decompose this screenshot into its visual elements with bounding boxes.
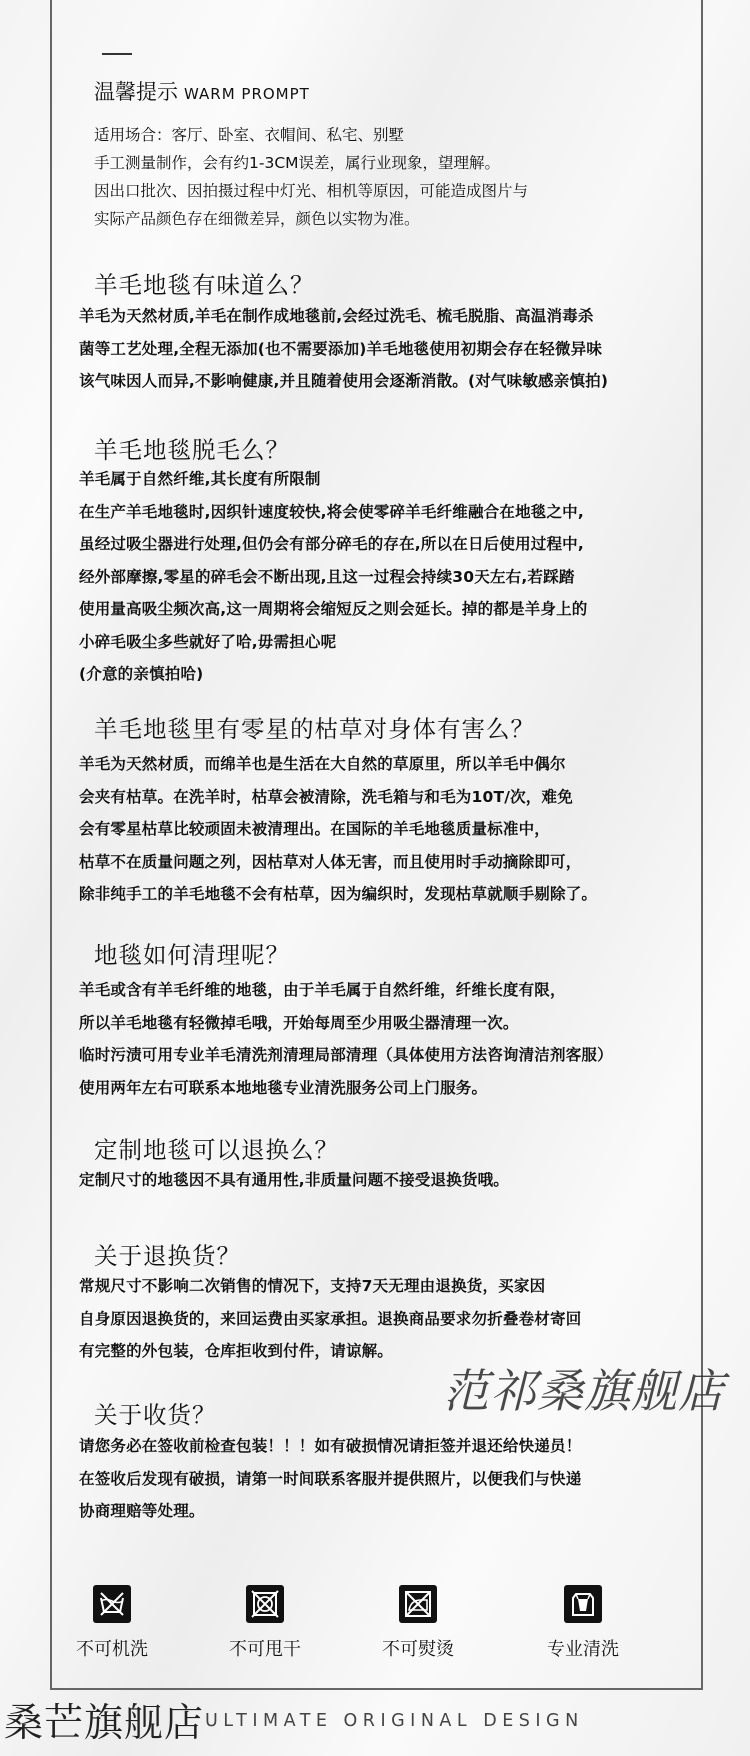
section-body-shedding bbox=[79, 463, 588, 691]
body-line: 除非纯手工的羊毛地毯不会有枯草，因为编织时，发现枯草就顺手剔除了。 bbox=[79, 885, 598, 903]
body-line: 菌等工艺处理,全程无添加(也不需要添加)羊毛地毯使用初期会存在轻微异味 bbox=[79, 339, 603, 358]
section-body-cleaning bbox=[79, 974, 613, 1104]
warm-prompt-title bbox=[94, 76, 310, 106]
body-line: 常规尺寸不影响二次销售的情况下，支持7天无理由退换货，买家因 bbox=[79, 1277, 546, 1295]
section-body-receiving bbox=[79, 1430, 581, 1528]
no-tumble-dry-icon bbox=[246, 1585, 284, 1623]
section-body-custom-return bbox=[79, 1164, 509, 1197]
body-line: 羊毛属于自然纤维,其长度有所限制 bbox=[79, 470, 321, 488]
body-line: 请您务必在签收前检查包装！！！如有破损情况请拒签并退还给快递员！ bbox=[79, 1437, 582, 1455]
section-body-smell bbox=[79, 300, 608, 398]
body-line: 定制尺寸的地毯因不具有通用性,非质量问题不接受退换货哦。 bbox=[79, 1171, 509, 1189]
body-line: 会夹有枯草。在洗羊时，枯草会被清除，洗毛箱与和毛为10T/次，难免 bbox=[79, 787, 573, 806]
body-line: 所以羊毛地毯有轻微掉毛哦，开始每周至少用吸尘器清理一次。 bbox=[79, 1013, 519, 1032]
body-line: 协商理赔等处理。 bbox=[79, 1502, 205, 1520]
body-line: 虽经过吸尘器进行处理,但仍会有部分碎毛的存在,所以在日后使用过程中, bbox=[79, 535, 584, 553]
section-heading-receiving: 关于收货？ bbox=[94, 1401, 217, 1429]
care-label: 不可甩干 bbox=[229, 1639, 301, 1660]
body-line: 在生产羊毛地毯时,因织针速度较快,将会使零碎羊毛纤维融合在地毯之中, bbox=[79, 502, 584, 521]
warm-prompt-title-cn: 温馨提示 bbox=[94, 80, 178, 104]
body-line: 自身原因退换货的，来回运费由买家承担。退换商品要求勿折叠卷材寄回 bbox=[79, 1309, 582, 1328]
section-body-returns bbox=[79, 1270, 581, 1368]
care-item bbox=[57, 1585, 167, 1661]
care-item bbox=[528, 1585, 638, 1661]
warm-prompt-notes bbox=[94, 121, 528, 233]
section-body-grass bbox=[79, 748, 597, 911]
care-item bbox=[363, 1585, 473, 1661]
body-line: 羊毛为天然材质,羊毛在制作成地毯前,会经过洗毛、梳毛脱脂、高温消毒杀 bbox=[79, 307, 594, 325]
section-heading-smell: 羊毛地毯有味道么？ bbox=[94, 271, 315, 299]
section-heading-grass: 羊毛地毯里有零星的枯草对身体有害么？ bbox=[94, 715, 535, 743]
section-heading-shedding: 羊毛地毯脱毛么？ bbox=[94, 436, 290, 464]
body-line: 枯草不在质量问题之列，因枯草对人体无害，而且使用时手动摘除即可， bbox=[79, 852, 582, 871]
care-label: 专业清洗 bbox=[547, 1639, 619, 1660]
body-line: 有完整的外包装，仓库拒收到付件，请谅解。 bbox=[79, 1342, 394, 1360]
body-line: 小碎毛吸尘多些就好了哈,毋需担心呢 bbox=[79, 632, 337, 651]
body-line: 使用量高吸尘频次高,这一周期将会缩短反之则会延长。掉的都是羊身上的 bbox=[79, 600, 588, 618]
body-line: 经外部摩擦,零星的碎毛会不断出现,且这一过程会持续30天左右,若踩踏 bbox=[79, 567, 575, 586]
care-item bbox=[210, 1585, 320, 1661]
body-line: 临时污渍可用专业羊毛清洗剂清理局部清理（具体使用方法咨询清洁剂客服） bbox=[79, 1046, 613, 1064]
professional-clean-icon bbox=[564, 1585, 602, 1623]
body-line: 羊毛或含有羊毛纤维的地毯，由于羊毛属于自然纤维，纤维长度有限， bbox=[79, 981, 566, 999]
care-icons-row bbox=[76, 1585, 680, 1660]
body-line: 在签收后发现有破损，请第一时间联系客服并提供照片，以便我们与快递 bbox=[79, 1469, 582, 1488]
note-line: 因出口批次、因拍摄过程中灯光、相机等原因，可能造成图片与 bbox=[94, 182, 529, 200]
body-line: 该气味因人而异,不影响健康,并且随着使用会逐渐消散。(对气味敏感亲慎拍) bbox=[79, 372, 609, 390]
warm-prompt-title-en: WARM PROMPT bbox=[184, 85, 310, 103]
shop-watermark: 范祁桑旗舰店 bbox=[443, 1364, 725, 1418]
care-label: 不可熨烫 bbox=[382, 1639, 454, 1660]
note-line: 实际产品颜色存在细微差异，颜色以实物为准。 bbox=[94, 210, 420, 228]
section-heading-custom-return: 定制地毯可以退换么？ bbox=[94, 1136, 339, 1164]
note-line: 手工测量制作，会有约1-3CM误差，属行业现象，望理解。 bbox=[94, 154, 501, 172]
care-label: 不可机洗 bbox=[76, 1639, 148, 1660]
body-line: (介意的亲慎拍哈) bbox=[79, 665, 204, 683]
section-heading-cleaning: 地毯如何清理呢？ bbox=[94, 941, 290, 969]
body-line: 会有零星枯草比较顽固未被清理出。在国际的羊毛地毯质量标准中， bbox=[79, 820, 551, 838]
note-line: 适用场合：客厅、卧室、衣帽间、私宅、别墅 bbox=[94, 126, 405, 144]
no-iron-icon bbox=[399, 1585, 437, 1623]
no-machine-wash-icon bbox=[93, 1585, 131, 1623]
footer-tagline: ULTIMATE ORIGINAL DESIGN bbox=[205, 1711, 584, 1731]
body-line: 羊毛为天然材质，而绵羊也是生活在大自然的草原里，所以羊毛中偶尔 bbox=[79, 755, 566, 773]
title-dash bbox=[102, 53, 132, 55]
footer-shop-logo: 桑芒旗舰店 bbox=[4, 1701, 205, 1746]
body-line: 使用两年左右可联系本地地毯专业清洗服务公司上门服务。 bbox=[79, 1078, 488, 1097]
section-heading-returns: 关于退换货？ bbox=[94, 1242, 241, 1270]
